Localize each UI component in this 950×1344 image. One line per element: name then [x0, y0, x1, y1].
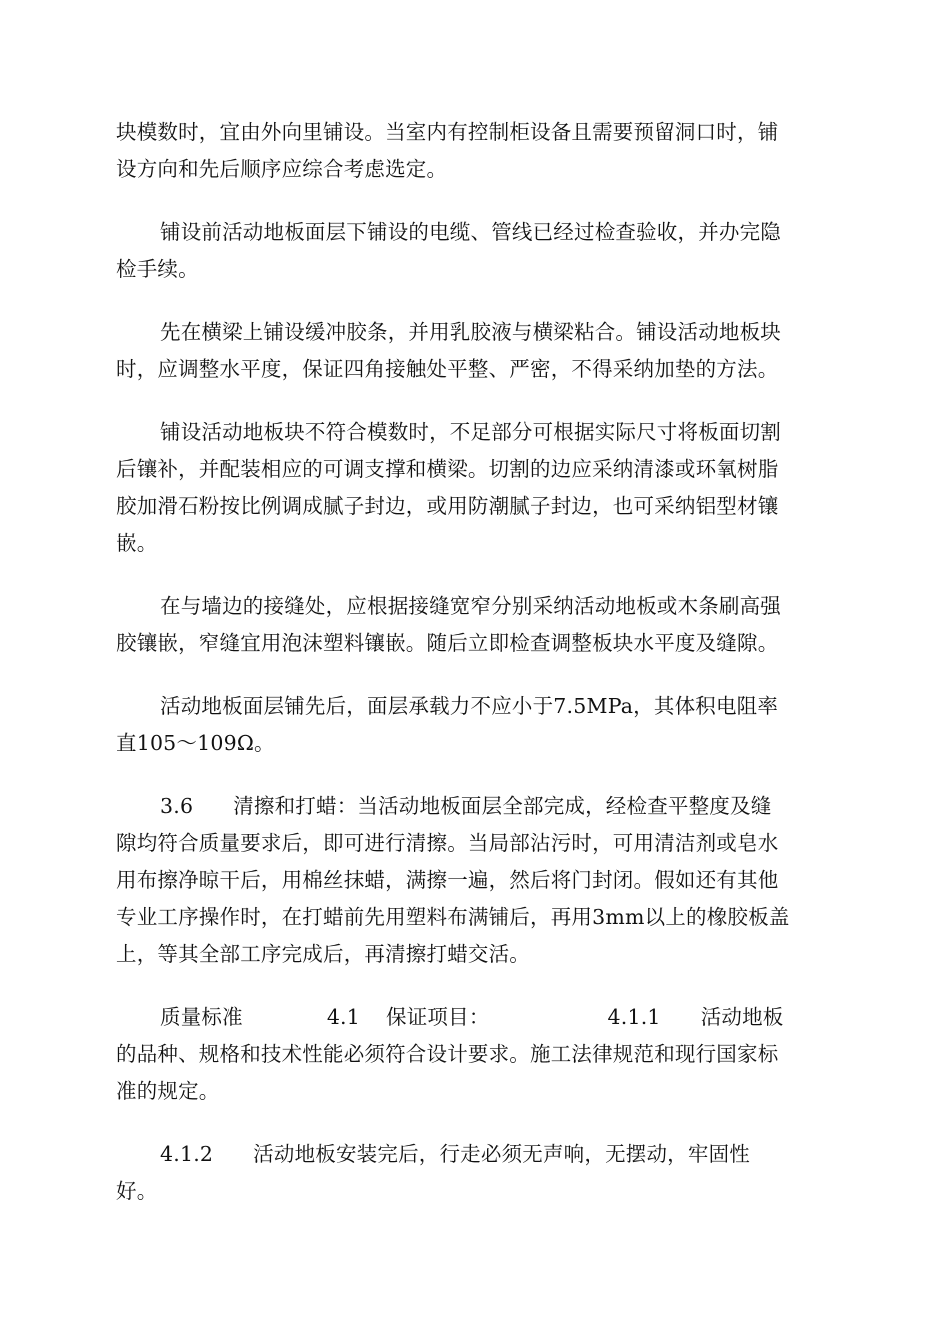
section-text: 清擦和打蜡：当活动地板面层全部完成，经检查平整度及缝: [233, 794, 772, 818]
text-line: 用布擦净晾干后，用棉丝抹蜡，满擦一遍，然后将门封闭。假如还有其他: [116, 868, 779, 892]
paragraph-1: [116, 114, 846, 188]
paragraph-5: [116, 588, 846, 662]
text-line: [116, 999, 846, 1036]
text-line: 胶镶嵌，窄缝宜用泡沫塑料镶嵌。随后立即检查调整板块水平度及缝隙。: [116, 631, 779, 655]
text-line: 隙均符合质量要求后，即可进行清擦。当局部沾污时，可用清洁剂或皂水: [116, 831, 779, 855]
text-line: 铺设前活动地板面层下铺设的电缆、管线已经过检查验收，并办完隐: [160, 220, 781, 244]
paragraph-6: [116, 688, 846, 762]
text-line: 直105～109Ω。: [116, 731, 275, 755]
section-heading: 质量标准: [160, 1005, 243, 1029]
section-number: 4.1: [326, 1005, 361, 1029]
text-line: 嵌。: [116, 531, 158, 555]
section-text: 活动地板: [700, 1005, 784, 1029]
document-page: [116, 114, 846, 1236]
text-line: 先在横梁上铺设缓冲胶条，并用乳胶液与横梁粘合。铺设活动地板块: [160, 320, 781, 344]
text-line: 铺设活动地板块不符合模数时，不足部分可根据实际尺寸将板面切割: [160, 420, 781, 444]
text-line: [116, 1136, 846, 1173]
section-number: 3.6: [160, 794, 194, 818]
text-line: 好。: [116, 1179, 158, 1203]
paragraph-cleaning: [116, 788, 846, 973]
section-text: 活动地板安装完后，行走必须无声响，无摆动，牢固性: [253, 1142, 750, 1166]
text-line: [116, 788, 846, 825]
text-line: 上，等其全部工序完成后，再清擦打蜡交活。: [116, 942, 530, 966]
text-line: 设方向和先后顺序应综合考虑选定。: [116, 157, 448, 181]
text-line: 准的规定。: [116, 1079, 220, 1103]
text-line: 检手续。: [116, 257, 199, 281]
section-heading: 保证项目：: [386, 1005, 490, 1029]
text-line: 的品种、规格和技术性能必须符合设计要求。施工法律规范和现行国家标: [116, 1042, 779, 1066]
paragraph-quality: [116, 999, 846, 1110]
text-line: 后镶补，并配装相应的可调支撑和横梁。切割的边应采纳清漆或环氧树脂: [116, 457, 779, 481]
text-line: 活动地板面层铺先后，面层承载力不应小于7.5MPa，其体积电阻率: [160, 694, 779, 718]
paragraph-2: [116, 214, 846, 288]
text-line: 胶加滑石粉按比例调成腻子封边，或用防潮腻子封边，也可采纳铝型材镶: [116, 494, 779, 518]
paragraph-4: [116, 414, 846, 562]
text-line: 块模数时，宜由外向里铺设。当室内有控制柜设备且需要预留洞口时，铺: [116, 120, 779, 144]
section-number: 4.1.1: [607, 1005, 661, 1029]
text-line: 在与墙边的接缝处，应根据接缝宽窄分别采纳活动地板或木条刷高强: [160, 594, 781, 618]
text-line: 专业工序操作时，在打蜡前先用塑料布满铺后，再用3mm以上的橡胶板盖: [116, 905, 790, 929]
paragraph-3: [116, 314, 846, 388]
section-number: 4.1.2: [160, 1142, 214, 1166]
paragraph-4-1-2: [116, 1136, 846, 1210]
text-line: 时，应调整水平度，保证四角接触处平整、严密，不得采纳加垫的方法。: [116, 357, 779, 381]
